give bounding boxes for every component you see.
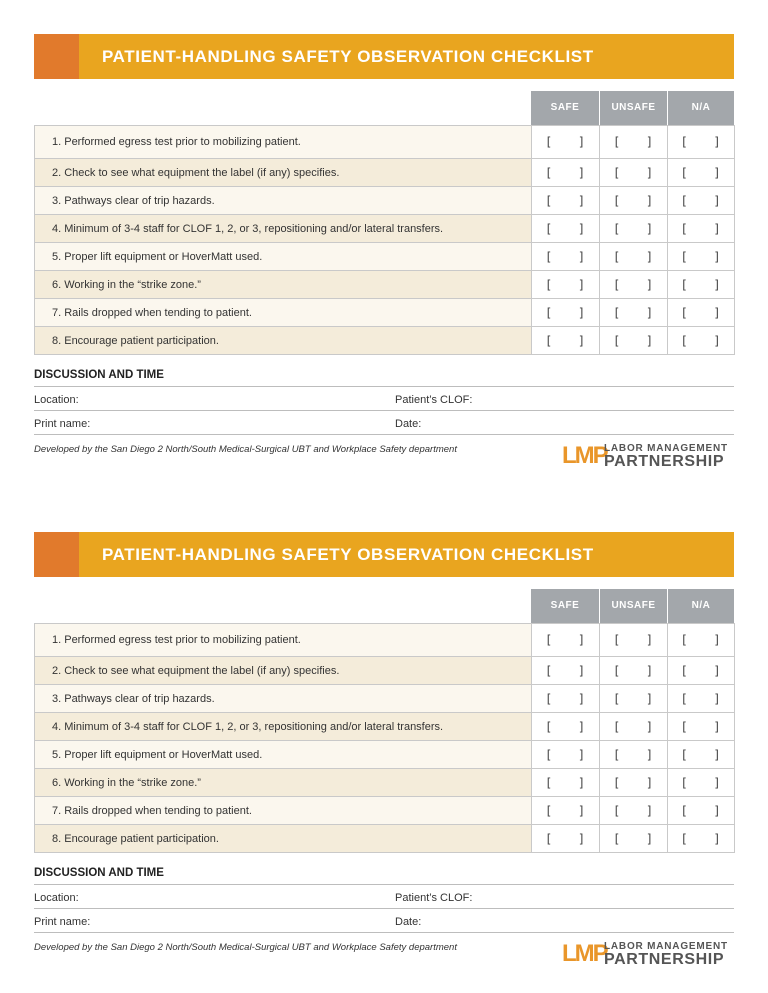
na-checkbox[interactable]: [ ] xyxy=(668,713,735,741)
unsafe-checkbox[interactable]: [ ] xyxy=(600,657,668,685)
column-header-na: N/A xyxy=(667,589,734,623)
form-title: PATIENT-HANDLING SAFETY OBSERVATION CHECKLIST xyxy=(102,545,594,564)
table-row xyxy=(35,797,735,825)
discussion-title: DISCUSSION AND TIME xyxy=(34,867,734,885)
unsafe-checkbox[interactable]: [ ] xyxy=(600,825,668,853)
safe-checkbox[interactable]: [ ] xyxy=(532,713,600,741)
checklist-table xyxy=(34,125,735,355)
item-label: 7. Rails dropped when tending to patient. xyxy=(35,797,532,825)
print-name-row[interactable] xyxy=(34,411,734,435)
safe-checkbox[interactable]: [ ] xyxy=(532,271,600,299)
unsafe-checkbox[interactable]: [ ] xyxy=(600,624,668,657)
safe-checkbox[interactable]: [ ] xyxy=(532,741,600,769)
na-checkbox[interactable]: [ ] xyxy=(668,327,735,355)
table-row xyxy=(35,713,735,741)
table-row xyxy=(35,685,735,713)
logo-text-line1: LABOR MANAGEMENT xyxy=(604,941,728,952)
na-checkbox[interactable]: [ ] xyxy=(668,126,735,159)
column-header-na: N/A xyxy=(667,91,734,125)
print-name-label: Print name: xyxy=(34,916,91,928)
location-label: Location: xyxy=(34,892,79,904)
item-label: 3. Pathways clear of trip hazards. xyxy=(35,685,532,713)
item-label: 1. Performed egress test prior to mobilizing patient. xyxy=(35,624,532,657)
item-label: 1. Performed egress test prior to mobilizing patient. xyxy=(35,126,532,159)
table-row xyxy=(35,825,735,853)
print-name-label: Print name: xyxy=(34,418,91,430)
unsafe-checkbox[interactable]: [ ] xyxy=(600,243,668,271)
unsafe-checkbox[interactable]: [ ] xyxy=(600,159,668,187)
unsafe-checkbox[interactable]: [ ] xyxy=(600,741,668,769)
safe-checkbox[interactable]: [ ] xyxy=(532,215,600,243)
title-banner xyxy=(34,532,734,577)
unsafe-checkbox[interactable]: [ ] xyxy=(600,713,668,741)
column-header-row xyxy=(34,589,734,623)
na-checkbox[interactable]: [ ] xyxy=(668,243,735,271)
na-checkbox[interactable]: [ ] xyxy=(668,271,735,299)
lmp-logo-mark: LMP xyxy=(562,940,607,967)
footer xyxy=(34,435,734,475)
date-label: Date: xyxy=(395,916,422,928)
item-label: 6. Working in the “strike zone.” xyxy=(35,271,532,299)
item-label: 3. Pathways clear of trip hazards. xyxy=(35,187,532,215)
safe-checkbox[interactable]: [ ] xyxy=(532,624,600,657)
na-checkbox[interactable]: [ ] xyxy=(668,159,735,187)
column-header-unsafe: UNSAFE xyxy=(599,589,667,623)
checklist-form-2 xyxy=(34,532,734,973)
safe-checkbox[interactable]: [ ] xyxy=(532,685,600,713)
title-banner xyxy=(34,34,734,79)
logo-text-line2: PARTNERSHIP xyxy=(604,951,725,968)
table-row xyxy=(35,769,735,797)
na-checkbox[interactable]: [ ] xyxy=(668,741,735,769)
na-checkbox[interactable]: [ ] xyxy=(668,624,735,657)
safe-checkbox[interactable]: [ ] xyxy=(532,126,600,159)
table-row xyxy=(35,271,735,299)
na-checkbox[interactable]: [ ] xyxy=(668,299,735,327)
item-label: 8. Encourage patient participation. xyxy=(35,825,532,853)
table-row xyxy=(35,624,735,657)
form-title: PATIENT-HANDLING SAFETY OBSERVATION CHECKLIST xyxy=(102,47,594,66)
clof-label: Patient’s CLOF: xyxy=(395,394,473,406)
table-row xyxy=(35,215,735,243)
item-label: 2. Check to see what equipment the label (if any) specifies. xyxy=(35,657,532,685)
unsafe-checkbox[interactable]: [ ] xyxy=(600,187,668,215)
credit-text: Developed by the San Diego 2 North/South Medical-Surgical UBT and Workplace Safety department xyxy=(34,444,457,455)
date-label: Date: xyxy=(395,418,422,430)
table-row xyxy=(35,159,735,187)
safe-checkbox[interactable]: [ ] xyxy=(532,825,600,853)
unsafe-checkbox[interactable]: [ ] xyxy=(600,215,668,243)
safe-checkbox[interactable]: [ ] xyxy=(532,243,600,271)
na-checkbox[interactable]: [ ] xyxy=(668,825,735,853)
logo-text-line2: PARTNERSHIP xyxy=(604,453,725,470)
banner-accent xyxy=(34,34,79,79)
unsafe-checkbox[interactable]: [ ] xyxy=(600,271,668,299)
column-header-row xyxy=(34,91,734,125)
na-checkbox[interactable]: [ ] xyxy=(668,769,735,797)
table-row xyxy=(35,299,735,327)
table-row xyxy=(35,657,735,685)
item-label: 7. Rails dropped when tending to patient. xyxy=(35,299,532,327)
checklist-table xyxy=(34,623,735,853)
safe-checkbox[interactable]: [ ] xyxy=(532,327,600,355)
item-label: 4. Minimum of 3-4 staff for CLOF 1, 2, or 3, repositioning and/or lateral transfers. xyxy=(35,713,532,741)
na-checkbox[interactable]: [ ] xyxy=(668,657,735,685)
safe-checkbox[interactable]: [ ] xyxy=(532,657,600,685)
table-row xyxy=(35,243,735,271)
unsafe-checkbox[interactable]: [ ] xyxy=(600,126,668,159)
unsafe-checkbox[interactable]: [ ] xyxy=(600,769,668,797)
column-header-safe: SAFE xyxy=(531,589,599,623)
unsafe-checkbox[interactable]: [ ] xyxy=(600,299,668,327)
item-label: 6. Working in the “strike zone.” xyxy=(35,769,532,797)
logo-text-line1: LABOR MANAGEMENT xyxy=(604,443,728,454)
table-row xyxy=(35,327,735,355)
na-checkbox[interactable]: [ ] xyxy=(668,797,735,825)
column-header-unsafe: UNSAFE xyxy=(599,91,667,125)
discussion-title: DISCUSSION AND TIME xyxy=(34,369,734,387)
na-checkbox[interactable]: [ ] xyxy=(668,187,735,215)
checklist-form-1 xyxy=(34,34,734,475)
location-row[interactable] xyxy=(34,387,734,411)
print-name-row[interactable] xyxy=(34,909,734,933)
unsafe-checkbox[interactable]: [ ] xyxy=(600,685,668,713)
safe-checkbox[interactable]: [ ] xyxy=(532,299,600,327)
credit-text: Developed by the San Diego 2 North/South Medical-Surgical UBT and Workplace Safety department xyxy=(34,942,457,953)
table-row xyxy=(35,126,735,159)
footer xyxy=(34,933,734,973)
table-row xyxy=(35,187,735,215)
na-checkbox[interactable]: [ ] xyxy=(668,215,735,243)
lmp-logo xyxy=(562,941,734,969)
safe-checkbox[interactable]: [ ] xyxy=(532,769,600,797)
location-label: Location: xyxy=(34,394,79,406)
table-row xyxy=(35,741,735,769)
safe-checkbox[interactable]: [ ] xyxy=(532,187,600,215)
item-label: 8. Encourage patient participation. xyxy=(35,327,532,355)
location-row[interactable] xyxy=(34,885,734,909)
banner-accent xyxy=(34,532,79,577)
lmp-logo-mark: LMP xyxy=(562,442,607,469)
item-label: 2. Check to see what equipment the label (if any) specifies. xyxy=(35,159,532,187)
lmp-logo xyxy=(562,443,734,471)
safe-checkbox[interactable]: [ ] xyxy=(532,797,600,825)
clof-label: Patient’s CLOF: xyxy=(395,892,473,904)
safe-checkbox[interactable]: [ ] xyxy=(532,159,600,187)
na-checkbox[interactable]: [ ] xyxy=(668,685,735,713)
unsafe-checkbox[interactable]: [ ] xyxy=(600,797,668,825)
item-label: 5. Proper lift equipment or HoverMatt used. xyxy=(35,741,532,769)
unsafe-checkbox[interactable]: [ ] xyxy=(600,327,668,355)
item-label: 4. Minimum of 3-4 staff for CLOF 1, 2, or 3, repositioning and/or lateral transfers. xyxy=(35,215,532,243)
item-label: 5. Proper lift equipment or HoverMatt used. xyxy=(35,243,532,271)
column-header-safe: SAFE xyxy=(531,91,599,125)
